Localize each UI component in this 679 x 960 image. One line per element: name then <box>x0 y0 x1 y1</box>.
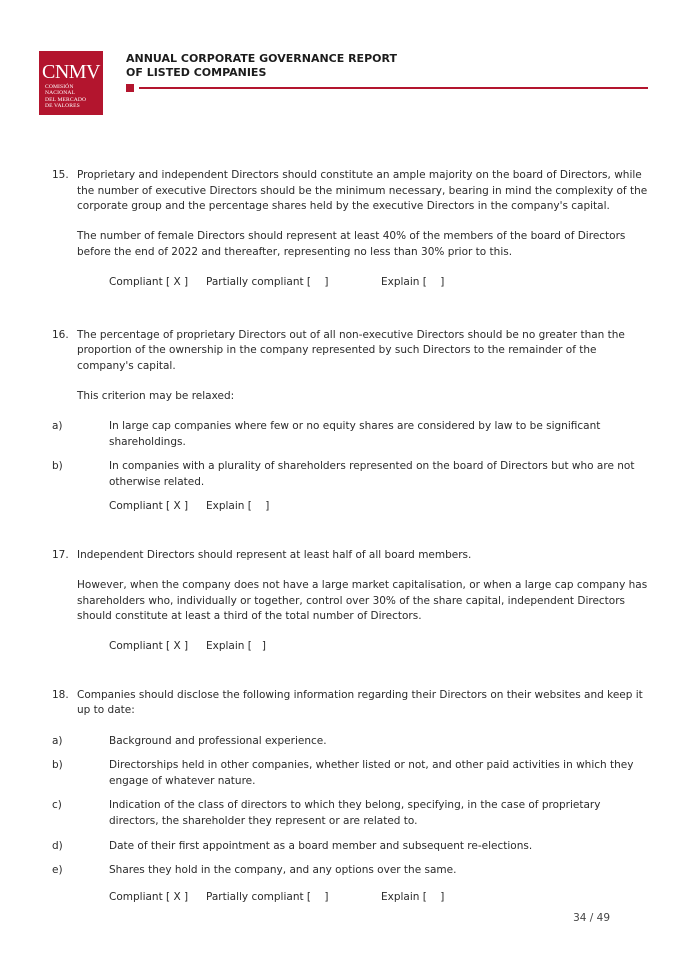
compliance-row <box>109 275 648 291</box>
report-title: ANNUAL CORPORATE GOVERNANCE REPORT OF LISTED COMPANIES <box>126 52 397 79</box>
recommendation-17 <box>52 548 648 655</box>
list-text: Indication of the class of directors to which they belong, specifying, in the case of proprietary directors, the shareholder they represent or are related to. <box>109 799 601 827</box>
item-number: 15. <box>52 169 69 181</box>
item-number: 17. <box>52 548 69 561</box>
recommendation-18 <box>52 688 648 905</box>
explain-option: Explain [ ] <box>381 275 445 288</box>
document-body <box>52 168 648 905</box>
compliant-option: Compliant [ X ] <box>109 275 189 288</box>
list-letter: b) <box>52 460 63 473</box>
recommendation-16 <box>52 328 648 515</box>
compliant-option: Compliant [ X ] <box>109 500 189 513</box>
partially-compliant-option: Partially compliant [ ] <box>206 275 329 288</box>
compliance-row <box>109 499 648 515</box>
header-accent-square <box>126 84 134 92</box>
paragraph: Proprietary and independent Directors should constitute an ample majority on the board of Directors, while the number of executive Directors should be the minimum necessary, bearing in mind the complexity of the corporate group and the percentage shares held by the executive Directors in the company's capital. <box>77 169 648 213</box>
explain-option: Explain [ ] <box>206 640 266 653</box>
list-item <box>52 459 648 490</box>
page-number: 34 / 49 <box>573 912 610 924</box>
list-text: Background and professional experience. <box>109 734 327 747</box>
list-letter: a) <box>52 419 63 432</box>
list-item <box>52 734 648 750</box>
list-text: In companies with a plurality of shareholders represented on the board of Directors but who are not otherwise related. <box>109 460 635 488</box>
compliant-option: Compliant [ X ] <box>109 890 189 903</box>
explain-option: Explain [ ] <box>206 500 270 513</box>
list-letter: a) <box>52 734 63 747</box>
list-text: Shares they hold in the company, and any options over the same. <box>109 864 457 877</box>
list-item <box>52 758 648 789</box>
list-item <box>52 863 648 879</box>
compliance-row <box>109 639 648 655</box>
paragraph: The percentage of proprietary Directors out of all non-executive Directors should be no greater than the proportion of the ownership in the company represented by such Directors to the remainder of the company's capital. <box>77 328 625 372</box>
list-text: In large cap companies where few or no equity shares are considered by law to be significant shareholdings. <box>109 419 601 448</box>
list-letter: d) <box>52 839 63 852</box>
cnmv-logo <box>39 51 103 115</box>
list-letter: e) <box>52 864 63 877</box>
list-letter: b) <box>52 759 63 772</box>
paragraph: However, when the company does not have a large market capitalisation, or when a large cap company has shareholders who, individually or together, control over 30% of the share capital, independent Directors should constitute at least a third of the total number of Directors. <box>77 579 648 623</box>
explain-option: Explain [ ] <box>381 890 445 903</box>
list-text: Directorships held in other companies, whether listed or not, and other paid activities in which they engage of whatever nature. <box>109 759 634 787</box>
partially-compliant-option: Partially compliant [ ] <box>206 890 329 903</box>
list-item <box>52 798 648 829</box>
compliant-option: Compliant [ X ] <box>109 640 189 653</box>
paragraph: Companies should disclose the following information regarding their Directors on their websites and keep it up to date: <box>77 688 643 717</box>
recommendation-15 <box>52 168 648 291</box>
compliance-row <box>109 890 648 906</box>
logo-text: COMISIÓN NACIONAL DEL MERCADO DE VALORES <box>45 84 87 109</box>
paragraph: This criterion may be relaxed: <box>77 389 235 402</box>
logo-mark: CNMV <box>41 61 100 83</box>
list-text: Date of their first appointment as a board member and subsequent re-elections. <box>109 839 533 852</box>
paragraph: The number of female Directors should represent at least 40% of the members of the board of Directors before the end of 2022 and thereafter, representing no less than 30% prior to this. <box>77 230 626 258</box>
list-item <box>52 839 648 855</box>
item-number: 18. <box>52 688 69 701</box>
paragraph: Independent Directors should represent at least half of all board members. <box>77 548 472 561</box>
header-rule <box>139 87 648 89</box>
list-item <box>52 419 648 450</box>
list-letter: c) <box>52 799 62 812</box>
item-number: 16. <box>52 328 69 341</box>
